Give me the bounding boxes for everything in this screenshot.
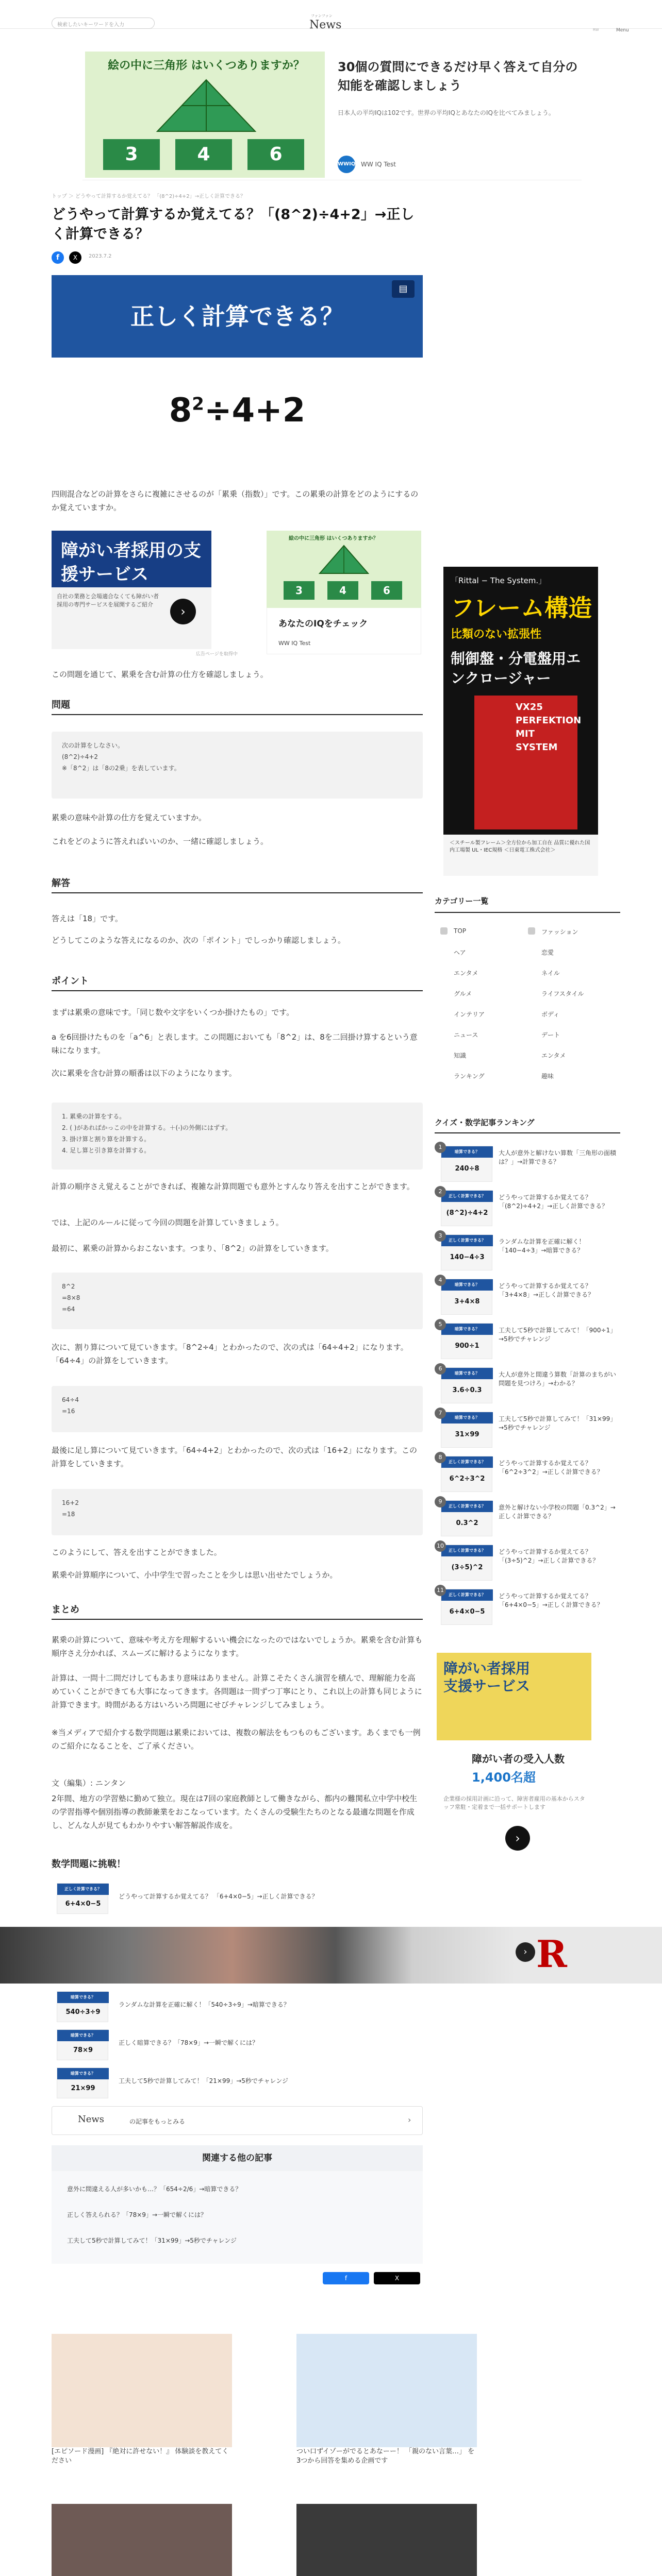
thumb-band: 暗算できる？ <box>441 1279 493 1291</box>
point-text: 次に累乗を含む計算の順番は以下のようになります。 <box>52 1069 237 1078</box>
thumb-formula: 240÷8 <box>455 1165 479 1173</box>
question-line: ※「8^2」は「8の2乗」を表しています。 <box>62 765 180 772</box>
category-item[interactable]: ボディ <box>541 1011 560 1018</box>
author-bio: 2年間、地方の学習塾に勤めて独立。現在は7回の家庭教師として働きながら、都内の難関私立中学中校生の学習指導や個別指導の教師兼業をおこなっています。たくさんの受験生たちのとなる最適な問題を作成し、どんな人が見てもわかりやすい解答解説作成を。 <box>52 1794 418 1830</box>
wwiq-logo: WWIQ <box>338 156 355 173</box>
ranking-item[interactable] <box>435 1186 620 1229</box>
top-ad-desc: 日本人の平均IQは102です。世界の平均IQとあなたのIQを比べてみましょう。 <box>338 109 555 116</box>
category-item[interactable]: ライフスタイル <box>541 990 584 997</box>
ad-caption: 広告ページを取得中 <box>196 652 238 657</box>
section-title-question: 問題 <box>52 698 423 715</box>
ranking-thumb[interactable] <box>441 1234 492 1270</box>
sidebar-ad-text: 比類のない拡張性 <box>451 628 542 641</box>
summary-text: ※当メディアで紹介する数学問題は累乗においては、複数の解法をもつものもございます。あくまでも一例のご紹介になることを、ご了承ください。 <box>52 1728 421 1751</box>
calc-box <box>52 1273 423 1329</box>
ranking-text[interactable]: ランダムな計算を正確に解く！「140−4÷3」→暗算できる？ <box>499 1238 585 1254</box>
related-thumb[interactable] <box>57 2029 108 2060</box>
sidebar-ad-text: 制御盤・分電盤用エンクロージャー <box>451 650 581 687</box>
category-icon <box>528 927 535 935</box>
ranking-item[interactable] <box>435 1585 620 1628</box>
category-item[interactable]: 趣味 <box>541 1073 554 1080</box>
ranking-title: クイズ・数学記事ランキング <box>435 1118 535 1127</box>
ranking-number: 3 <box>435 1230 446 1242</box>
related-thumb[interactable] <box>57 1991 108 2022</box>
thumb-formula: 900÷1 <box>455 1342 479 1350</box>
answer-text: 答えは「18」です。 <box>52 914 123 923</box>
top-ad-source: WW IQ Test <box>361 161 396 168</box>
ranking-text[interactable]: どうやって計算するか覚えてる？「6+4×0−5」→正しく計算できる？ <box>499 1592 603 1608</box>
thumb-formula: 140−4÷3 <box>450 1253 485 1261</box>
related-text[interactable]: どうやって計算するか覚えてる？ 「6+4×0−5」→正しく計算できる？ <box>119 1893 318 1900</box>
sidebar-ad-2-title: 障がい者採用支援サービス <box>443 1660 531 1694</box>
ranking-number: 11 <box>435 1585 446 1596</box>
ranking-thumb[interactable] <box>441 1545 492 1581</box>
hero-formula-base: 8 <box>169 392 192 430</box>
category-icon <box>440 927 448 935</box>
related-others-title: 関連する他の記事 <box>52 2145 423 2171</box>
related-others-item[interactable]: 正しく答えられる？「78×9」→一瞬で解くには？ <box>67 2211 207 2218</box>
mid-ad-right-head: 絵の中に三角形 はいくつありますか？ <box>289 536 378 541</box>
ranking-text[interactable]: 工夫して5秒で計算してみて！「31×99」→5秒でチャレンジ <box>499 1415 617 1431</box>
ranking-item[interactable] <box>435 1230 620 1274</box>
point-text: 最後に足し算について見ていきます。「64÷4+2」とわかったので、次の式は「16+2」になります。この計算をしていきます。 <box>52 1446 418 1468</box>
thumb-band: 暗算できる？ <box>441 1368 493 1379</box>
breadcrumb[interactable]: トップ ＞ どうやって計算するか覚えてる？ 「(8^2)÷4+2」→正しく計算できる？ <box>52 194 246 199</box>
more-articles-link[interactable] <box>52 2106 423 2135</box>
ranking-thumb[interactable] <box>441 1279 492 1315</box>
thumb-formula: 540÷3÷9 <box>65 2008 101 2016</box>
thumb-band: 暗算できる？ <box>441 1324 493 1335</box>
category-item[interactable]: デート <box>541 1031 560 1039</box>
point-text: このようにして、答えを出すことができました。 <box>52 1548 222 1557</box>
point-text: まずは累乗の意味です。「同じ数や文字をいくつか掛けたもの」です。 <box>52 1008 294 1017</box>
x-share-button[interactable]: X <box>374 2272 420 2284</box>
ranking-item[interactable] <box>435 1319 620 1362</box>
section-title-answer: 解答 <box>52 876 423 893</box>
intro-text-2: この問題を通じて、累乗を含む計算の仕方を確認しましょう。 <box>52 670 268 679</box>
top-ad-headline[interactable]: 30個の質問にできるだけ早く答えて自分の知能を確認しましょう <box>338 60 578 93</box>
ranking-text[interactable]: どうやって計算するか覚えてる？「(3÷5)^2」→正しく計算できる？ <box>499 1548 599 1564</box>
thumb-formula: 6+4×0−5 <box>449 1608 485 1616</box>
category-title: カテゴリー一覧 <box>435 896 489 906</box>
category-item[interactable]: インテリア <box>454 1011 485 1018</box>
ranking-thumb[interactable] <box>441 1146 492 1182</box>
more-articles-text[interactable]: の記事をもっとみる <box>129 2118 186 2125</box>
quiz-option[interactable]: 3 <box>284 581 315 600</box>
rules-box <box>52 1103 423 1170</box>
thumb-formula: (8^2)÷4+2 <box>446 1209 488 1217</box>
related-thumb[interactable] <box>57 2067 108 2098</box>
calc-line: =8×8 <box>62 1294 80 1301</box>
recommend-image[interactable] <box>296 2504 477 2576</box>
chevron-right-icon[interactable]: › <box>408 2115 411 2125</box>
ranking-item[interactable] <box>435 1363 620 1406</box>
category-item[interactable]: ニュース <box>454 1031 478 1039</box>
recommend-caption[interactable]: つい口ずイゾーがでるとあなーー！ 「親のない言葉…」 を3つから回答を集める企画です <box>296 2448 475 2465</box>
facebook-share-button[interactable]: f <box>323 2272 369 2284</box>
summary-text: 計算は、一問十二問だけしてもあまり意味はありません。計算こそたくさん演習を積んで、理解能力を高めていくことができても大事になってきます。各問題は一問ずつ丁寧にとり、これ以上の計算も同じように計算できます。時間がある方はいろいろ問題にせびチャレンジしてみましょう。 <box>52 1673 422 1709</box>
ranking-thumb[interactable] <box>441 1367 492 1403</box>
author-label: 文（編集）: ニンタン <box>52 1778 126 1788</box>
thumb-formula: 3.6÷0.3 <box>452 1386 482 1394</box>
quiz-option[interactable]: 6 <box>371 581 402 600</box>
ranking-number: 5 <box>435 1319 446 1330</box>
rakuten-logo[interactable]: R <box>536 1932 567 1976</box>
calc-line: =18 <box>62 1511 75 1518</box>
ranking-item[interactable] <box>435 1540 620 1584</box>
category-item[interactable]: ファッション <box>541 928 578 936</box>
recommend-card[interactable] <box>52 2504 232 2576</box>
point-text: a を6回掛けたものを「a^6」と表します。この問題においても「8^2」は、8を二回掛け算するという意味になります。 <box>52 1032 418 1055</box>
thumb-formula: 78×9 <box>73 2046 93 2054</box>
calc-line: =64 <box>62 1306 75 1313</box>
sidebar-ad-foot-text: ＜スチール製フレーム＞全方位から加工自在 品質に優れた国内工場製 UL・IEC規格 ＜日東電工株式会社＞ <box>450 840 590 853</box>
point-text: 累乗や計算順序について、小中学生で習ったことを少しは思い出せたでしょうか。 <box>52 1570 338 1580</box>
ranking-number: 7 <box>435 1408 446 1419</box>
question-after-1: 累乗の意味や計算の仕方を覚えていますか。 <box>52 813 207 822</box>
news-logo: News <box>78 2114 105 2125</box>
category-item[interactable]: 知識 <box>454 1052 467 1059</box>
thumb-formula: 0.3^2 <box>456 1519 478 1527</box>
thumb-formula: 31×99 <box>455 1431 479 1438</box>
sidebar-ad-2-desc: 企業様の採用計画に沿って、障害者雇用の基本からスタッフ常駐・定着まで一括サポートします <box>443 1795 585 1810</box>
divider <box>435 1132 620 1133</box>
sidebar-ad-2-label: 障がい者の受入人数 <box>472 1753 565 1765</box>
logo-subtitle: ファンファン <box>311 14 333 18</box>
category-item[interactable]: ネイル <box>541 970 560 977</box>
chevron-right-icon[interactable]: › <box>516 1942 535 1962</box>
question-box <box>52 732 423 799</box>
thumb-band: 正しく計算できる？ <box>441 1235 493 1246</box>
rule-item: 2. ( )があればかっこの中を計算する。＋(-)の外側にはずす。 <box>62 1124 232 1131</box>
related-thumb[interactable] <box>57 1883 108 1914</box>
question-line: 次の計算をしなさい。 <box>62 742 124 749</box>
thumb-band: 正しく計算できる？ <box>441 1545 493 1556</box>
gallery-icon[interactable]: ▤ <box>392 280 415 298</box>
thumb-formula: (3÷5)^2 <box>451 1564 483 1571</box>
calc-line: =16 <box>62 1408 75 1415</box>
category-item[interactable]: エンタメ <box>541 1052 566 1059</box>
sidebar-ad-text: フレーム構造 <box>451 594 592 622</box>
recommend-caption[interactable]: [エピソード漫画] 『絶対に許せない！』 体験談を教えてください <box>52 2448 229 2465</box>
summary-text: 累乗の計算について、意味や考え方を理解するいい機会になったのではないでしょうか。累乗を含む計算も順序さえ分かれば、スムーズに解けるようになります。 <box>52 1635 423 1658</box>
sidebar-ad-2-value: 1,400名超 <box>472 1770 536 1785</box>
thumb-formula: 21×99 <box>71 2084 95 2092</box>
ranking-text[interactable]: 意外と解けない小学校の問題「0.3^2」→正しく計算できる？ <box>499 1504 616 1520</box>
ranking-text[interactable]: どうやって計算するか覚えてる？「3+4×8」→正しく計算できる？ <box>499 1282 594 1298</box>
ranking-number: 6 <box>435 1363 446 1375</box>
point-text: では、上記のルールに従って今回の問題を計算していきましょう。 <box>52 1218 284 1227</box>
rule-item: 4. 足し算と引き算を計算する。 <box>62 1147 151 1154</box>
mid-ad-left-title[interactable]: 障がい者採用の支援サービス <box>61 540 201 585</box>
recommend-card[interactable] <box>296 2334 477 2466</box>
hero-formula <box>52 392 423 430</box>
quiz-option[interactable]: 3 <box>103 139 160 170</box>
ranking-number: 9 <box>435 1496 446 1507</box>
ranking-text[interactable]: どうやって計算するか覚えてる？「(8^2)÷4+2」→正しく計算できる？ <box>499 1194 608 1210</box>
ranking-item[interactable] <box>435 1496 620 1539</box>
overlay-ad-image[interactable] <box>0 1927 516 1984</box>
mid-ad-right-text[interactable]: あなたのIQをチェック <box>278 619 368 629</box>
site-logo[interactable]: News <box>309 19 342 31</box>
related-item[interactable] <box>52 2027 423 2063</box>
thumb-band: 暗算できる？ <box>57 2068 109 2079</box>
point-text: 次に、割り算について見ていきます。「8^2÷4」とわかったので、次の式は「64÷4+2」になります。「64÷4」の計算をしていきます。 <box>52 1343 408 1365</box>
thumb-band: 暗算できる？ <box>57 2030 109 2041</box>
calc-line: 8^2 <box>62 1283 75 1290</box>
thumb-formula: 6^2÷3^2 <box>449 1475 485 1483</box>
ranking-text[interactable]: どうやって計算するか覚えてる？「6^2÷3^2」→正しく計算できる？ <box>499 1460 603 1476</box>
ranking-item[interactable] <box>435 1142 620 1185</box>
point-text: 最初に、累乗の計算からおこないます。つまり、「8^2」の計算をしていきます。 <box>52 1244 334 1253</box>
recommend-card[interactable] <box>296 2504 477 2576</box>
mid-ad-right-source: WW IQ Test <box>278 640 311 647</box>
section-title-summary: まとめ <box>52 1602 423 1620</box>
related-item[interactable] <box>52 1989 423 2025</box>
recommend-image[interactable] <box>52 2334 232 2447</box>
thumb-band: 正しく計算できる？ <box>441 1501 493 1512</box>
category-item[interactable]: 恋愛 <box>541 949 554 956</box>
ranking-item[interactable] <box>435 1275 620 1318</box>
recommend-image[interactable] <box>296 2334 477 2447</box>
ranking-number: 8 <box>435 1452 446 1463</box>
ranking-text[interactable]: 工夫して5秒で計算してみて！「900÷1」→5秒でチャレンジ <box>499 1327 617 1343</box>
thumb-band: 暗算できる？ <box>441 1412 493 1423</box>
ranking-thumb[interactable] <box>441 1412 492 1448</box>
thumb-formula: 3+4×8 <box>454 1298 480 1306</box>
question-line: (8^2)÷4+2 <box>62 753 98 760</box>
quiz-option[interactable]: 4 <box>175 139 232 170</box>
divider <box>435 912 620 913</box>
thumb-band: 正しく計算できる？ <box>441 1191 493 1202</box>
calc-line: 64÷4 <box>62 1396 79 1403</box>
ranking-item[interactable] <box>435 1408 620 1451</box>
hero-formula-rest: ÷4+2 <box>204 392 306 430</box>
calc-box <box>52 1386 423 1432</box>
publish-date: 2023.7.2 <box>89 253 112 259</box>
category-item[interactable]: エンタメ <box>454 970 478 977</box>
arrow-right-icon[interactable]: › <box>505 1826 530 1851</box>
ranking-number: 10 <box>435 1540 446 1552</box>
triangle-icon <box>155 77 258 134</box>
related-text[interactable]: ランダムな計算を正確に解く！「540÷3÷9」→暗算できる？ <box>119 2001 290 2008</box>
article-title: どうやって計算するか覚えてる？「(8^2)÷4+2」→正しく計算できる？ <box>52 207 415 242</box>
hero-formula-exp: 2 <box>192 394 204 415</box>
recommend-card[interactable] <box>52 2334 232 2466</box>
rw-label: RW <box>593 28 599 32</box>
section-title-related: 数学問題に挑戦！ <box>52 1859 126 1870</box>
category-item[interactable]: ヘア <box>454 949 466 956</box>
ranking-number: 2 <box>435 1186 446 1197</box>
category-item[interactable]: グルメ <box>454 990 472 997</box>
arrow-right-icon[interactable]: › <box>170 599 196 624</box>
ranking-number: 1 <box>435 1142 446 1153</box>
ranking-thumb[interactable] <box>441 1323 492 1359</box>
intro-text: 四則混合などの計算をさらに複雑にさせるのが「累乗（指数）」です。この累乗の計算をどのようにするのか覚えていますか。 <box>52 489 419 512</box>
thumb-band: 正しく計算できる？ <box>57 1884 109 1895</box>
ranking-text[interactable]: 大人が意外と解けない算数「三角形の面積は？」→計算できる？ <box>499 1149 617 1165</box>
menu-button[interactable]: Menu <box>616 28 629 33</box>
ranking-thumb[interactable] <box>441 1190 492 1226</box>
calc-box <box>52 1489 423 1535</box>
recommend-image[interactable] <box>52 2504 232 2576</box>
related-text[interactable]: 正しく暗算できる？「78×9」→一瞬で解くには？ <box>119 2039 259 2046</box>
answer-text-2: どうしてこのような答えになるのか、次の「ポイント」でしっかり確認しましょう。 <box>52 936 346 945</box>
rule-item: 3. 掛け算と割り算を計算する。 <box>62 1136 151 1143</box>
quiz-option[interactable]: 6 <box>247 139 304 170</box>
category-item[interactable]: TOP <box>454 927 467 935</box>
top-ad-image-title: 絵の中に三角形 はいくつありますか？ <box>108 59 305 72</box>
thumb-band: 暗算できる？ <box>57 1992 109 2003</box>
hero-band-text: 正しく計算できる？ <box>130 302 344 330</box>
related-item[interactable] <box>52 2065 423 2101</box>
sidebar-ad-product-label: VX25 PERFEKTION MIT SYSTEM <box>516 702 582 753</box>
rule-item: 1. 累乗の計算をする。 <box>62 1113 126 1120</box>
category-item[interactable]: ランキング <box>454 1073 485 1080</box>
section-title-point: ポイント <box>52 974 423 991</box>
related-others-item[interactable]: 工夫して5秒で計算してみて！「31×99」→5秒でチャレンジ <box>67 2237 237 2244</box>
ranking-thumb[interactable] <box>441 1589 492 1625</box>
triangle-icon <box>318 544 370 575</box>
question-after-2: これをどのように答えればいいのか、一緒に確認しましょう。 <box>52 837 269 846</box>
ranking-number: 4 <box>435 1275 446 1286</box>
sidebar-ad-text: 「Rittal − The System.」 <box>451 576 547 585</box>
quiz-option[interactable]: 4 <box>327 581 358 600</box>
related-text[interactable]: 工夫して5秒で計算してみて！「21×99」→5秒でチャレンジ <box>119 2077 288 2084</box>
thumb-band: 正しく計算できる？ <box>441 1456 493 1468</box>
mid-ad-left-desc: 自社の業務と会場適合なくても障がい者採用の専門サービスを展開するご紹介 <box>57 593 159 608</box>
ranking-thumb[interactable] <box>441 1456 492 1492</box>
thumb-band: 暗算できる？ <box>441 1146 493 1158</box>
search-input[interactable]: 検索したいキーワードを入力 <box>52 18 155 29</box>
facebook-share-icon[interactable]: f <box>52 251 64 264</box>
point-text: 計算の順序さえ覚えることができれば、複雑な計算問題でも意外とすんなり答えを出すことができます。 <box>52 1182 415 1191</box>
related-others-item[interactable]: 意外に間違える人が多いかも…？「654÷2/6」→暗算できる？ <box>67 2185 242 2193</box>
calc-line: 16+2 <box>62 1499 79 1506</box>
x-share-icon[interactable]: X <box>69 251 81 264</box>
related-item[interactable] <box>52 1880 423 1917</box>
thumb-formula: 6+4×0−5 <box>65 1900 101 1908</box>
ranking-item[interactable] <box>435 1452 620 1495</box>
ranking-text[interactable]: 大人が意外と間違う算数「計算のまちがい問題を見つけろ」→わかる？ <box>499 1371 617 1387</box>
ranking-thumb[interactable] <box>441 1500 492 1536</box>
thumb-band: 正しく計算できる？ <box>441 1589 493 1601</box>
